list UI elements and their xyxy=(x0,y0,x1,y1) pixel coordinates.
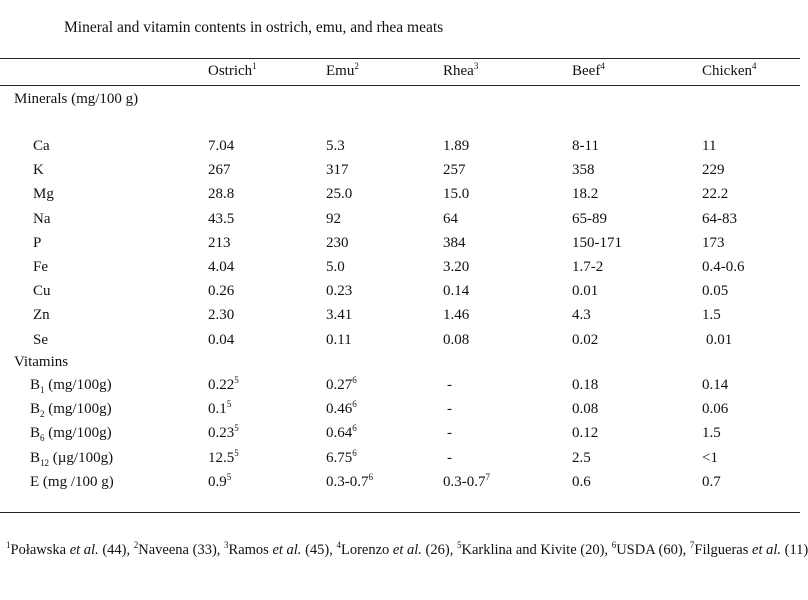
mineral-value xyxy=(702,211,737,228)
cell-value: 0.08 xyxy=(443,331,470,348)
footnote-item xyxy=(6,542,134,558)
cell-ref: 5 xyxy=(234,375,239,385)
footnote-item xyxy=(224,542,336,558)
cell-value: 2.5 xyxy=(572,449,591,466)
cell-value: 7.04 xyxy=(208,138,235,154)
cell-value: 2.30 xyxy=(208,307,235,324)
footnote-author: Naveena xyxy=(138,542,189,558)
vitamin-value xyxy=(572,450,591,467)
vitamin-unit: (mg /100 g) xyxy=(39,473,114,490)
vitamin-value xyxy=(443,471,490,491)
mineral-value xyxy=(706,332,732,349)
vitamin-name xyxy=(30,377,112,394)
cell-value: 3.20 xyxy=(443,259,470,275)
column-header xyxy=(443,63,478,80)
cell-value: 173 xyxy=(702,234,725,251)
cell-value: 5.0 xyxy=(326,259,345,275)
cell-value: 0.23 xyxy=(208,425,235,442)
mineral-value xyxy=(443,259,469,276)
cell-value: 11 xyxy=(702,138,717,154)
cell-value: 64-83 xyxy=(702,210,737,227)
column-header-ref: 3 xyxy=(473,61,479,71)
mineral-value xyxy=(572,259,603,276)
vitamins-section-label: Vitamins xyxy=(14,354,69,370)
cell-value: 0.6 xyxy=(572,473,591,490)
footnote-ref: (60), xyxy=(654,542,690,558)
cell-value: 5.3 xyxy=(326,138,345,154)
mineral-value xyxy=(326,283,352,300)
footnote-item xyxy=(690,542,808,558)
mineral-value xyxy=(326,138,345,155)
cell-value: 0.14 xyxy=(443,283,470,300)
cell-value: 4.3 xyxy=(572,307,591,324)
cell-ref: 6 xyxy=(368,471,373,482)
mineral-value xyxy=(572,211,607,228)
vitamin-letter: B xyxy=(30,377,41,393)
column-header-label: Emu xyxy=(326,63,355,79)
cell-value: 213 xyxy=(208,234,231,251)
vitamin-name xyxy=(30,450,113,467)
mineral-value xyxy=(326,186,352,203)
header-rule xyxy=(0,85,800,86)
cell-value: 267 xyxy=(208,162,231,179)
cell-value: 12.5 xyxy=(208,449,235,466)
mineral-value xyxy=(572,186,598,203)
mineral-value xyxy=(208,211,234,228)
column-header-ref: 2 xyxy=(354,61,359,71)
vitamin-unit: (mg/100g) xyxy=(44,377,112,393)
cell-value: - xyxy=(447,425,452,442)
footnote-etal: et al. xyxy=(389,542,422,558)
cell-ref: 5 xyxy=(226,471,232,482)
mineral-value xyxy=(326,162,349,179)
footnote-number: 5 xyxy=(456,540,462,551)
cell-value: 0.05 xyxy=(702,283,729,300)
vitamin-unit: (mg/100g) xyxy=(44,425,112,442)
column-header-label: Ostrich xyxy=(208,63,253,79)
mineral-name: Na xyxy=(33,210,51,227)
vitamin-unit: (mg/100g) xyxy=(44,401,112,418)
cell-value: 229 xyxy=(702,162,725,179)
cell-value: 28.8 xyxy=(208,186,235,203)
mineral-value xyxy=(208,186,234,203)
cell-ref: 7 xyxy=(485,471,490,482)
column-header xyxy=(572,63,605,80)
footnote-number: 4 xyxy=(336,540,341,551)
mineral-value xyxy=(572,162,595,179)
cell-ref: 6 xyxy=(352,423,357,434)
mineral-value xyxy=(572,235,622,252)
mineral-value xyxy=(702,307,721,324)
cell-ref: 5 xyxy=(234,423,239,434)
cell-value: - xyxy=(447,377,452,393)
cell-value: 0.06 xyxy=(702,401,729,418)
mineral-value xyxy=(443,211,458,228)
mineral-name: Zn xyxy=(33,307,50,324)
mineral-value xyxy=(702,235,725,252)
mineral-value xyxy=(326,211,341,228)
vitamin-letter: B xyxy=(30,425,41,442)
cell-value: 18.2 xyxy=(572,186,599,203)
footnote-number: 6 xyxy=(611,540,617,551)
vitamin-name xyxy=(30,474,114,491)
mineral-value xyxy=(702,162,725,179)
cell-value: - xyxy=(447,401,452,418)
footnote-etal: et al. xyxy=(268,542,302,558)
mineral-value xyxy=(572,307,591,324)
cell-value: 8-11 xyxy=(572,138,599,154)
vitamin-value xyxy=(702,474,721,491)
mineral-name: Mg xyxy=(33,186,54,203)
cell-value: 0.7 xyxy=(702,473,721,490)
vitamin-value xyxy=(702,425,721,442)
footnote-number: 3 xyxy=(224,540,229,551)
cell-ref: 5 xyxy=(226,399,232,410)
footnote-ref: (33), xyxy=(188,542,225,558)
footnote-item xyxy=(336,542,456,558)
vitamin-subscript: 1 xyxy=(40,385,45,395)
mineral-value xyxy=(326,307,352,324)
column-header-ref: 4 xyxy=(600,61,605,71)
mineral-value xyxy=(208,235,231,252)
cell-value: 1.7-2 xyxy=(572,259,604,275)
cell-value: 0.12 xyxy=(572,425,599,442)
footnote-etal: et al. xyxy=(66,542,99,558)
footnote-etal: et al. xyxy=(748,542,782,558)
vitamin-unit: (µg/100g) xyxy=(49,449,114,466)
vitamin-value xyxy=(326,401,357,418)
mineral-value xyxy=(208,283,234,300)
cell-value: 317 xyxy=(326,162,349,179)
mineral-value xyxy=(702,283,728,300)
vitamin-value xyxy=(572,474,591,491)
mineral-value xyxy=(702,138,716,155)
cell-value: 0.22 xyxy=(208,377,235,393)
cell-value: 4.04 xyxy=(208,259,235,275)
footnote-author: Filgueras xyxy=(694,542,749,558)
vitamin-value xyxy=(572,401,598,418)
cell-value: 1.5 xyxy=(702,425,721,442)
cell-value: 0.9 xyxy=(208,473,227,490)
vitamin-subscript: 6 xyxy=(40,433,45,444)
vitamin-value xyxy=(326,471,373,491)
vitamin-value xyxy=(208,377,239,394)
mineral-name: Se xyxy=(33,331,48,348)
mineral-value xyxy=(572,138,599,155)
vitamin-value xyxy=(326,377,357,394)
vitamin-name xyxy=(30,401,112,418)
mineral-value xyxy=(702,186,728,203)
footnote-author: Ramos xyxy=(228,542,269,558)
cell-value: 0.3-0.7 xyxy=(326,473,369,490)
vitamin-value xyxy=(447,401,452,418)
mineral-name: Ca xyxy=(33,138,50,154)
bottom-rule xyxy=(0,512,800,513)
mineral-name: K xyxy=(33,162,44,179)
cell-ref: 6 xyxy=(352,399,357,410)
cell-value: 0.27 xyxy=(326,377,353,393)
vitamin-value xyxy=(447,450,452,467)
cell-value: 0.02 xyxy=(572,331,599,348)
mineral-value xyxy=(572,283,598,300)
cell-value: 6.75 xyxy=(326,449,353,466)
vitamin-letter: B xyxy=(30,449,41,466)
cell-value: 0.4-0.6 xyxy=(702,259,745,275)
cell-value: 92 xyxy=(326,210,341,227)
mineral-value xyxy=(572,332,598,349)
footnote-number: 1 xyxy=(6,540,11,551)
cell-value: 0.64 xyxy=(326,425,353,442)
vitamin-value xyxy=(572,425,598,442)
mineral-value xyxy=(208,162,231,179)
vitamin-value xyxy=(447,377,452,394)
vitamin-value xyxy=(702,401,728,418)
cell-value: 358 xyxy=(572,162,595,179)
column-header-ref: 4 xyxy=(752,61,757,71)
vitamin-value xyxy=(572,377,598,394)
footnote-ref: (11) xyxy=(781,542,808,558)
vitamin-value xyxy=(447,425,452,442)
vitamin-subscript: 12 xyxy=(40,457,50,468)
vitamin-letter: B xyxy=(30,401,41,418)
cell-value: 0.26 xyxy=(208,283,235,300)
mineral-value xyxy=(443,283,469,300)
top-rule xyxy=(0,58,800,59)
cell-value: 0.3-0.7 xyxy=(443,473,486,490)
cell-value: 257 xyxy=(443,162,466,179)
cell-value: 64 xyxy=(443,210,458,227)
cell-value: 0.46 xyxy=(326,401,353,418)
cell-value: 0.01 xyxy=(572,283,599,300)
vitamin-subscript: 2 xyxy=(40,409,45,420)
vitamin-value xyxy=(208,471,232,491)
cell-value: 0.14 xyxy=(702,377,729,393)
vitamin-value xyxy=(326,447,357,467)
cell-value: 230 xyxy=(326,234,349,251)
cell-value: 25.0 xyxy=(326,186,353,203)
cell-value: 0.08 xyxy=(572,401,599,418)
vitamin-value xyxy=(702,377,728,394)
vitamin-value xyxy=(326,425,357,442)
mineral-value xyxy=(208,259,234,276)
cell-value: 0.01 xyxy=(706,331,733,348)
cell-ref: 6 xyxy=(352,375,357,385)
vitamin-letter: E xyxy=(30,473,40,490)
footnote-item xyxy=(134,542,224,558)
mineral-value xyxy=(443,307,469,324)
column-header-label: Beef xyxy=(572,63,601,79)
mineral-value xyxy=(326,332,352,349)
vitamin-value xyxy=(208,425,239,442)
mineral-value xyxy=(443,186,469,203)
column-header xyxy=(702,63,757,80)
mineral-value xyxy=(702,259,745,276)
mineral-value xyxy=(208,138,234,155)
cell-ref: 6 xyxy=(352,447,357,458)
vitamin-value xyxy=(208,447,239,467)
cell-value: 0.23 xyxy=(326,283,353,300)
mineral-value xyxy=(443,235,466,252)
column-header xyxy=(326,63,359,80)
footnote-number: 7 xyxy=(689,540,695,551)
column-header-label: Rhea xyxy=(443,63,474,79)
footnote-item xyxy=(612,542,690,558)
cell-value: 0.18 xyxy=(572,377,599,393)
cell-value: 1.5 xyxy=(702,307,721,324)
footnote-ref: (45), xyxy=(301,542,337,558)
cell-value: 384 xyxy=(443,234,466,251)
footnote-item xyxy=(457,542,612,558)
footnote-author: Karklina and Kivite xyxy=(461,542,577,558)
footnote-author: Poławska xyxy=(10,542,67,558)
cell-value: - xyxy=(447,449,452,466)
column-header xyxy=(208,63,257,80)
column-header-label: Chicken xyxy=(702,63,752,79)
mineral-value xyxy=(443,332,469,349)
cell-value: 1.89 xyxy=(443,138,470,154)
mineral-name: P xyxy=(33,234,42,251)
mineral-value xyxy=(326,235,349,252)
footnote-number: 2 xyxy=(133,540,139,551)
mineral-value xyxy=(208,332,234,349)
footnote-ref: (20), xyxy=(576,542,612,558)
table-footnotes xyxy=(6,538,808,562)
cell-value: 150-171 xyxy=(572,234,622,251)
cell-value: <1 xyxy=(702,449,718,466)
mineral-value xyxy=(208,307,234,324)
mineral-value xyxy=(326,259,345,276)
cell-value: 22.2 xyxy=(702,186,729,203)
cell-value: 43.5 xyxy=(208,210,235,227)
cell-ref: 5 xyxy=(234,447,239,458)
cell-value: 0.04 xyxy=(208,331,235,348)
mineral-value xyxy=(443,162,466,179)
vitamin-name xyxy=(30,425,112,442)
footnote-author: Lorenzo xyxy=(340,542,390,558)
footnote-ref: (44), xyxy=(98,542,134,558)
cell-value: 1.46 xyxy=(443,307,470,324)
column-header-ref: 1 xyxy=(252,61,257,71)
footnote-ref: (26), xyxy=(421,542,457,558)
cell-value: 0.1 xyxy=(208,401,227,418)
minerals-section-label: Minerals (mg/100 g) xyxy=(14,91,139,107)
cell-value: 3.41 xyxy=(326,307,353,324)
vitamin-value xyxy=(208,401,231,418)
vitamin-value xyxy=(702,450,718,467)
cell-value: 65-89 xyxy=(572,210,607,227)
mineral-value xyxy=(443,138,469,155)
cell-value: 15.0 xyxy=(443,186,470,203)
mineral-name: Cu xyxy=(33,283,51,300)
cell-value: 0.11 xyxy=(326,331,352,348)
mineral-name: Fe xyxy=(33,259,48,275)
table-title: Mineral and vitamin contents in ostrich, emu, and rhea meats xyxy=(64,19,444,36)
footnote-author: USDA xyxy=(616,542,655,558)
